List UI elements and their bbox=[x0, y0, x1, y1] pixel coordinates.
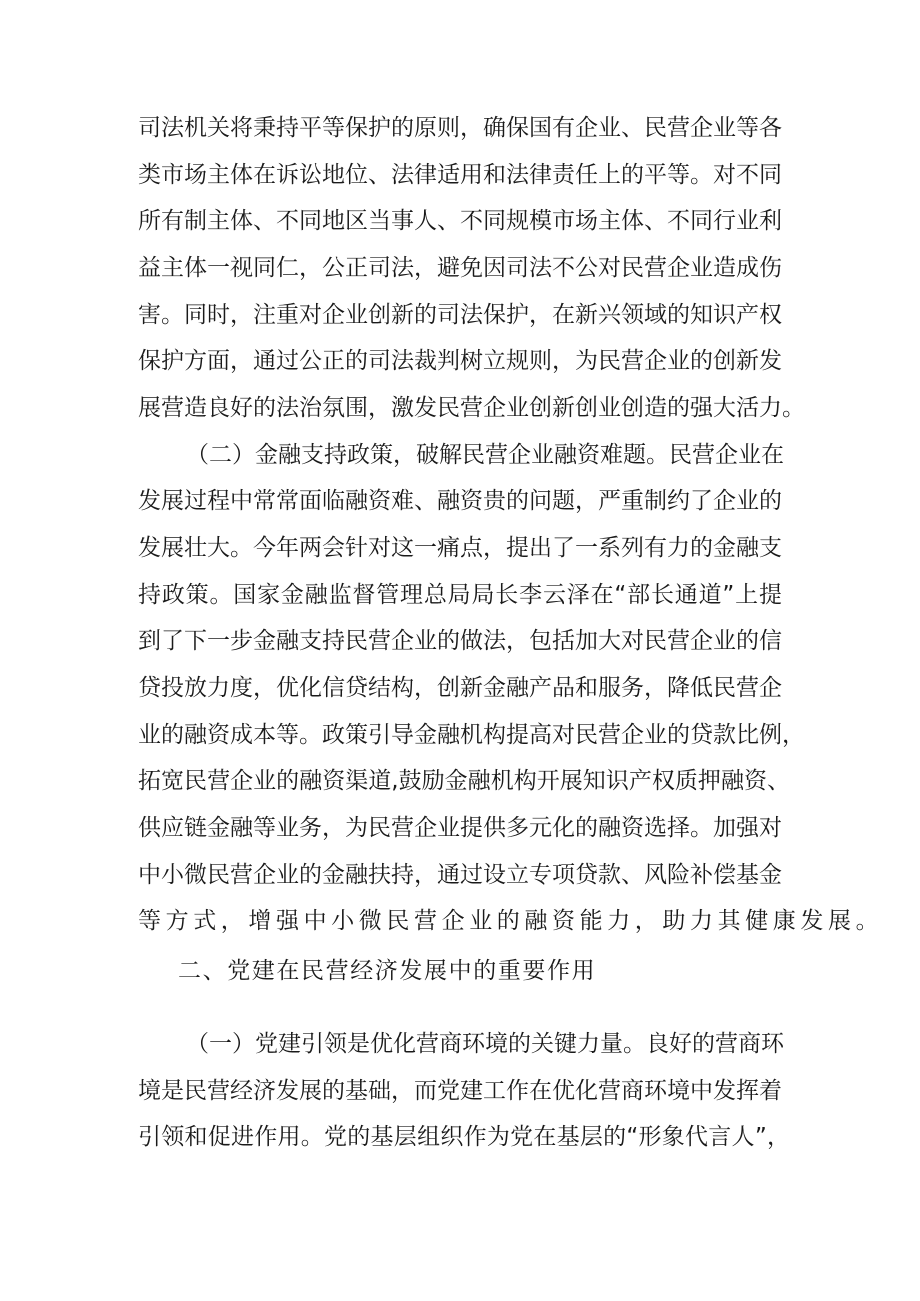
paragraph-heading-line: （二）金融支持政策，破解民营企业融资难题。民营企业在 bbox=[186, 442, 784, 468]
text-line: 贷投放力度，优化信贷结构，创新金融产品和服务，降低民营企 bbox=[138, 675, 782, 701]
section-heading: 二、党建在民营经济发展中的重要作用 bbox=[178, 958, 597, 984]
text-line: 供应链金融等业务，为民营企业提供多元化的融资选择。加强对 bbox=[138, 815, 782, 841]
text-line: 益主体一视同仁，公正司法，避免因司法不公对民营企业造成伤 bbox=[138, 255, 782, 281]
text-line: 中小微民营企业的金融扶持，通过设立专项贷款、风险补偿基金 bbox=[138, 862, 782, 888]
text-line: 境是民营经济发展的基础，而党建工作在优化营商环境中发挥着 bbox=[138, 1078, 782, 1104]
text-line: 类市场主体在诉讼地位、法律适用和法律责任上的平等。对不同 bbox=[138, 162, 782, 188]
text-line: 保护方面，通过公正的司法裁判树立规则，为民营企业的创新发 bbox=[138, 348, 782, 374]
text-line: 持政策。国家金融监督管理总局局长李云泽在“部长通道”上提 bbox=[138, 582, 782, 608]
text-line: 发展过程中常常面临融资难、融资贵的问题，严重制约了企业的 bbox=[138, 488, 782, 514]
text-line: 展营造良好的法治氛围，激发民营企业创新创业创造的强大活力。 bbox=[138, 395, 805, 421]
text-line: 发展壮大。今年两会针对这一痛点，提出了一系列有力的金融支 bbox=[138, 535, 782, 561]
text-line: 所有制主体、不同地区当事人、不同规模市场主体、不同行业利 bbox=[138, 208, 782, 234]
text-line: 到了下一步金融支持民营企业的做法，包括加大对民营企业的信 bbox=[138, 628, 782, 654]
paragraph-heading-line: （一）党建引领是优化营商环境的关键力量。良好的营商环 bbox=[186, 1031, 784, 1057]
text-line: 司法机关将秉持平等保护的原则，确保国有企业、民营企业等各 bbox=[138, 115, 782, 141]
text-line: 等方式，增强中小微民营企业的融资能力，助力其健康发展。 bbox=[138, 908, 884, 934]
text-line: 拓宽民营企业的融资渠道,鼓励金融机构开展知识产权质押融资、 bbox=[138, 768, 790, 794]
text-line: 害。同时，注重对企业创新的司法保护，在新兴领域的知识产权 bbox=[138, 302, 782, 328]
text-line: 引领和促进作用。党的基层组织作为党在基层的“形象代言人”， bbox=[138, 1124, 790, 1150]
text-line: 业的融资成本等。政策引导金融机构提高对民营企业的贷款比例， bbox=[138, 722, 805, 748]
